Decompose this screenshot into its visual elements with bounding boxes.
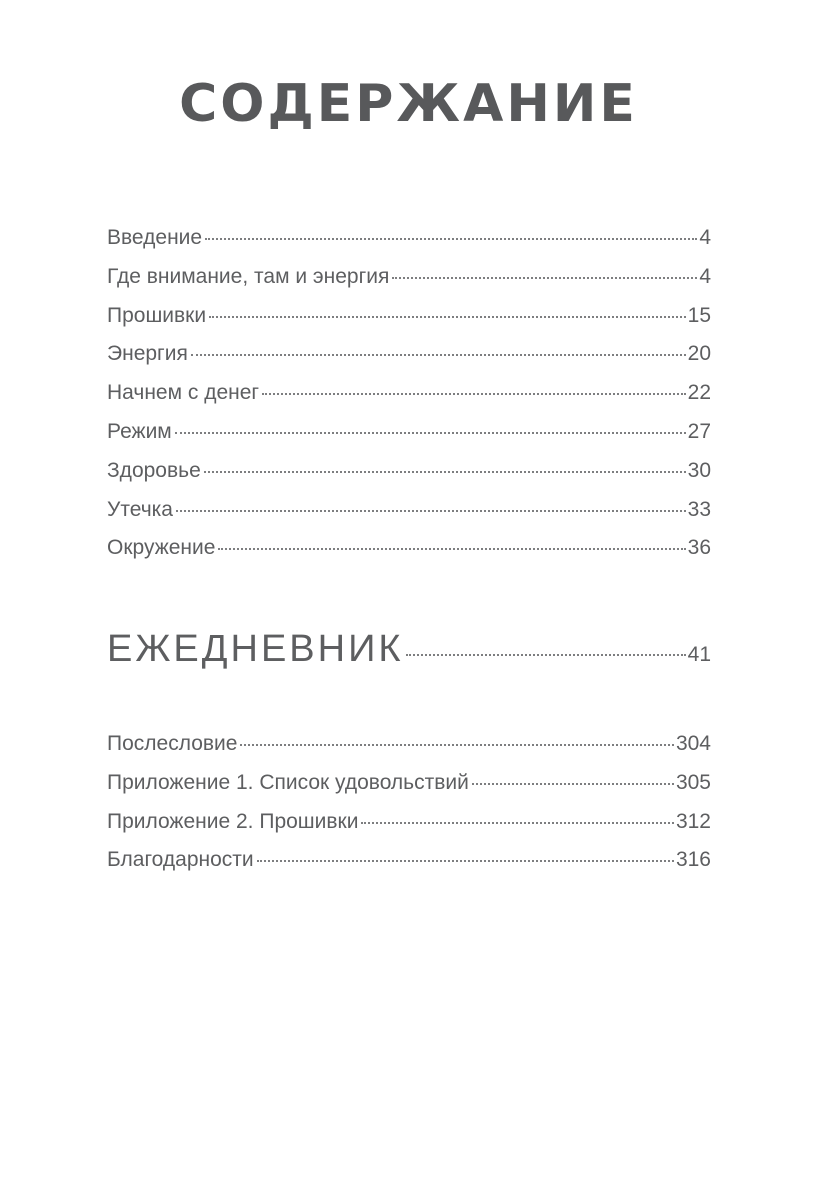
toc-entry-page: 33	[687, 497, 711, 521]
dot-leader	[406, 654, 686, 656]
section-heading: ЕЖЕДНЕВНИК	[107, 628, 404, 670]
toc-entry-label: Режим	[107, 419, 172, 443]
toc-entry-page: 4	[699, 264, 711, 288]
toc-entry-page: 304	[675, 732, 711, 755]
toc-entry-label: Приложение 2. Прошивки	[107, 809, 359, 833]
toc-entry	[107, 420, 711, 459]
toc-entry	[107, 771, 711, 810]
toc-entry	[107, 498, 711, 537]
toc-entry	[107, 810, 711, 849]
dot-leader	[191, 354, 686, 356]
dot-leader	[209, 316, 686, 318]
toc-entry	[107, 304, 711, 343]
toc-entry-page: 36	[687, 536, 711, 560]
toc-list-main	[107, 226, 711, 575]
toc-entry-label: Послесловие	[107, 732, 238, 755]
toc-entry-page: 316	[675, 848, 711, 872]
section-entry-planner	[107, 628, 711, 671]
toc-entry	[107, 536, 711, 575]
toc-entry-page: 305	[675, 770, 711, 794]
section-page: 41	[687, 643, 711, 666]
toc-entry-label: Прошивки	[107, 303, 207, 327]
toc-entry-label: Здоровье	[107, 458, 201, 482]
dot-leader	[204, 471, 686, 473]
dot-leader	[392, 277, 697, 279]
toc-entry	[107, 848, 711, 887]
dot-leader	[175, 432, 686, 434]
toc-entry-page: 30	[687, 458, 711, 482]
dot-leader	[205, 238, 697, 240]
page-title: СОДЕРЖАНИЕ	[179, 74, 638, 134]
toc-entry	[107, 732, 711, 771]
toc-entry-page: 27	[687, 419, 711, 443]
dot-leader	[176, 510, 686, 512]
toc-entry-label: Введение	[107, 226, 203, 249]
toc-entry-label: Утечка	[107, 497, 173, 521]
toc-entry-page: 20	[687, 342, 711, 366]
toc-entry	[107, 459, 711, 498]
toc-entry-label: Благодарности	[107, 848, 254, 872]
dot-leader	[262, 393, 686, 395]
toc-entry-page: 22	[687, 381, 711, 405]
toc-entry-label: Приложение 1. Список удовольствий	[107, 770, 469, 794]
dot-leader	[257, 860, 674, 862]
toc-entry-label: Начнем с денег	[107, 381, 260, 405]
toc-entry	[107, 381, 711, 420]
dot-leader	[361, 822, 673, 824]
dot-leader	[240, 744, 674, 746]
dot-leader	[218, 548, 685, 550]
toc-entry-page: 15	[687, 303, 711, 327]
toc-entry-label: Где внимание, там и энергия	[107, 264, 390, 288]
toc-entry-label: Окружение	[107, 536, 216, 560]
toc-list-tail	[107, 732, 711, 887]
toc-entry	[107, 342, 711, 381]
toc-entry-page: 312	[675, 809, 711, 833]
toc-entry	[107, 265, 711, 304]
toc-entry-label: Энергия	[107, 342, 188, 366]
toc-entry-page: 4	[699, 226, 711, 249]
toc-entry	[107, 226, 711, 265]
dot-leader	[472, 783, 674, 785]
